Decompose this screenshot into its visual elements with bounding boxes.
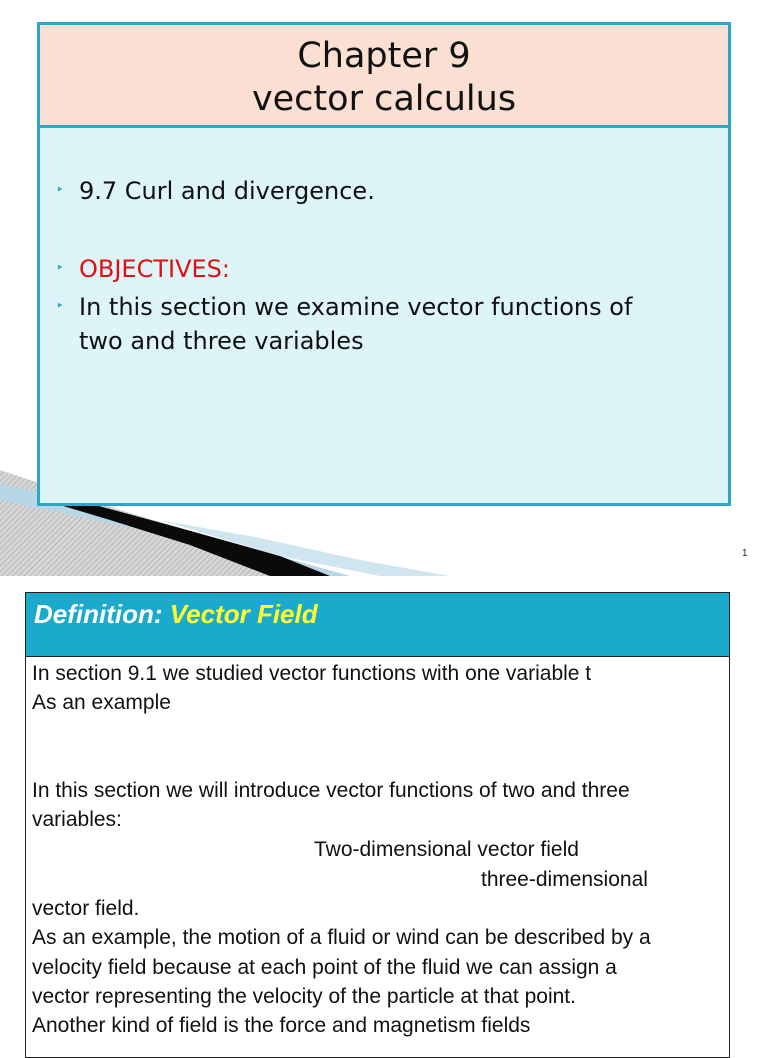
bullet-arrow-icon: ‣ [56, 183, 64, 198]
bullet-text: 9.7 Curl and divergence. [79, 177, 375, 205]
body-line: In section 9.1 we studied vector functions with one variable t [32, 662, 592, 685]
objective-line-1: In this section we examine vector functions of [79, 293, 633, 321]
objectives-label: OBJECTIVES: [79, 255, 230, 283]
body-line-2d-field: Two-dimensional vector field [314, 838, 579, 861]
body-line: As an example [32, 691, 171, 714]
body-line: As an example, the motion of a fluid or wind can be described by a [32, 926, 651, 949]
body-line: variables: [32, 808, 122, 831]
slide-title-box [37, 22, 731, 128]
bullet-objectives [56, 252, 744, 286]
body-line: vector field. [32, 897, 140, 920]
bullet-section [56, 174, 744, 208]
objective-line-2: two and three variables [79, 327, 364, 355]
body-line: vector representing the velocity of the particle at that point. [32, 985, 576, 1008]
definition-header [25, 592, 730, 657]
chapter-title: Chapter 9 [297, 36, 471, 76]
bullet-arrow-icon: ‣ [56, 299, 64, 314]
page-number: 1 [742, 548, 748, 559]
bullet-arrow-icon: ‣ [56, 261, 64, 276]
body-line-3d-field: three-dimensional [481, 868, 648, 891]
body-line: In this section we will introduce vector functions of two and three [32, 779, 630, 802]
slide-content-box [37, 125, 731, 506]
bullet-objective-text [56, 290, 744, 358]
definition-body [25, 656, 730, 1058]
body-line: velocity field because at each point of the fluid we can assign a [32, 956, 617, 979]
definition-title [34, 599, 318, 630]
body-line: Another kind of field is the force and magnetism fields [32, 1014, 531, 1037]
chapter-subtitle: vector calculus [251, 79, 517, 119]
definition-prefix: Definition: [34, 599, 170, 629]
definition-highlight: Vector Field [169, 599, 318, 629]
